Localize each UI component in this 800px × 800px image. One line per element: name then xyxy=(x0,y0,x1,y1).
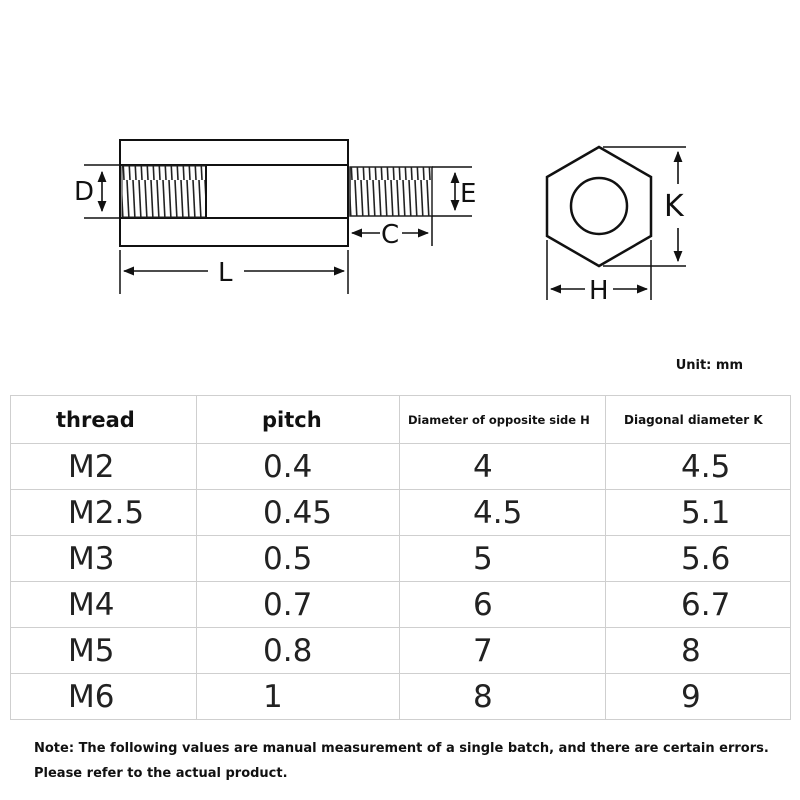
table-row xyxy=(11,536,791,582)
cell-k: 5.6 xyxy=(606,536,791,582)
cell-h: 4.5 xyxy=(400,490,606,536)
table-row xyxy=(11,582,791,628)
cell-thread: M2 xyxy=(11,444,197,490)
note-line-1: Note: The following values are manual measurement of a single batch, and there are certain errors. xyxy=(34,741,769,756)
dimension-l xyxy=(120,250,348,294)
cell-thread: M5 xyxy=(11,628,197,674)
label-l: L xyxy=(218,258,233,288)
cell-k: 6.7 xyxy=(606,582,791,628)
hex-end-view xyxy=(547,147,651,266)
standoff-dimension-diagram xyxy=(0,0,800,330)
cell-thread: M3 xyxy=(11,536,197,582)
dimension-c xyxy=(348,216,432,250)
unit-label: Unit: mm xyxy=(675,358,743,373)
table-row xyxy=(11,628,791,674)
cell-k: 8 xyxy=(606,628,791,674)
label-e: E xyxy=(460,179,477,209)
cell-pitch: 0.7 xyxy=(197,582,400,628)
cell-thread: M6 xyxy=(11,674,197,720)
external-thread xyxy=(350,167,432,216)
cell-pitch: 1 xyxy=(197,674,400,720)
table-row xyxy=(11,444,791,490)
table-row xyxy=(11,490,791,536)
cell-k: 9 xyxy=(606,674,791,720)
cell-pitch: 0.4 xyxy=(197,444,400,490)
dimension-d xyxy=(74,165,120,218)
label-c: C xyxy=(381,220,400,250)
header-diagonal-diameter: Diagonal diameter K xyxy=(606,396,791,444)
cell-pitch: 0.45 xyxy=(197,490,400,536)
header-opposite-side-diameter: Diameter of opposite side H xyxy=(400,396,606,444)
cell-k: 4.5 xyxy=(606,444,791,490)
cell-h: 7 xyxy=(400,628,606,674)
label-h: H xyxy=(589,276,609,306)
cell-thread: M4 xyxy=(11,582,197,628)
measurement-note xyxy=(34,736,794,786)
header-thread: thread xyxy=(11,396,197,444)
internal-thread xyxy=(122,166,206,217)
label-k: K xyxy=(664,189,684,224)
cell-pitch: 0.8 xyxy=(197,628,400,674)
dimension-e xyxy=(432,167,476,216)
table-header-row xyxy=(11,396,791,444)
cell-thread: M2.5 xyxy=(11,490,197,536)
cell-h: 4 xyxy=(400,444,606,490)
cell-h: 5 xyxy=(400,536,606,582)
cell-pitch: 0.5 xyxy=(197,536,400,582)
spec-table xyxy=(10,395,791,720)
header-pitch: pitch xyxy=(197,396,400,444)
cell-h: 6 xyxy=(400,582,606,628)
cell-h: 8 xyxy=(400,674,606,720)
cell-k: 5.1 xyxy=(606,490,791,536)
label-d: D xyxy=(74,177,95,207)
note-line-2: Please refer to the actual product. xyxy=(34,766,288,781)
table-row xyxy=(11,674,791,720)
